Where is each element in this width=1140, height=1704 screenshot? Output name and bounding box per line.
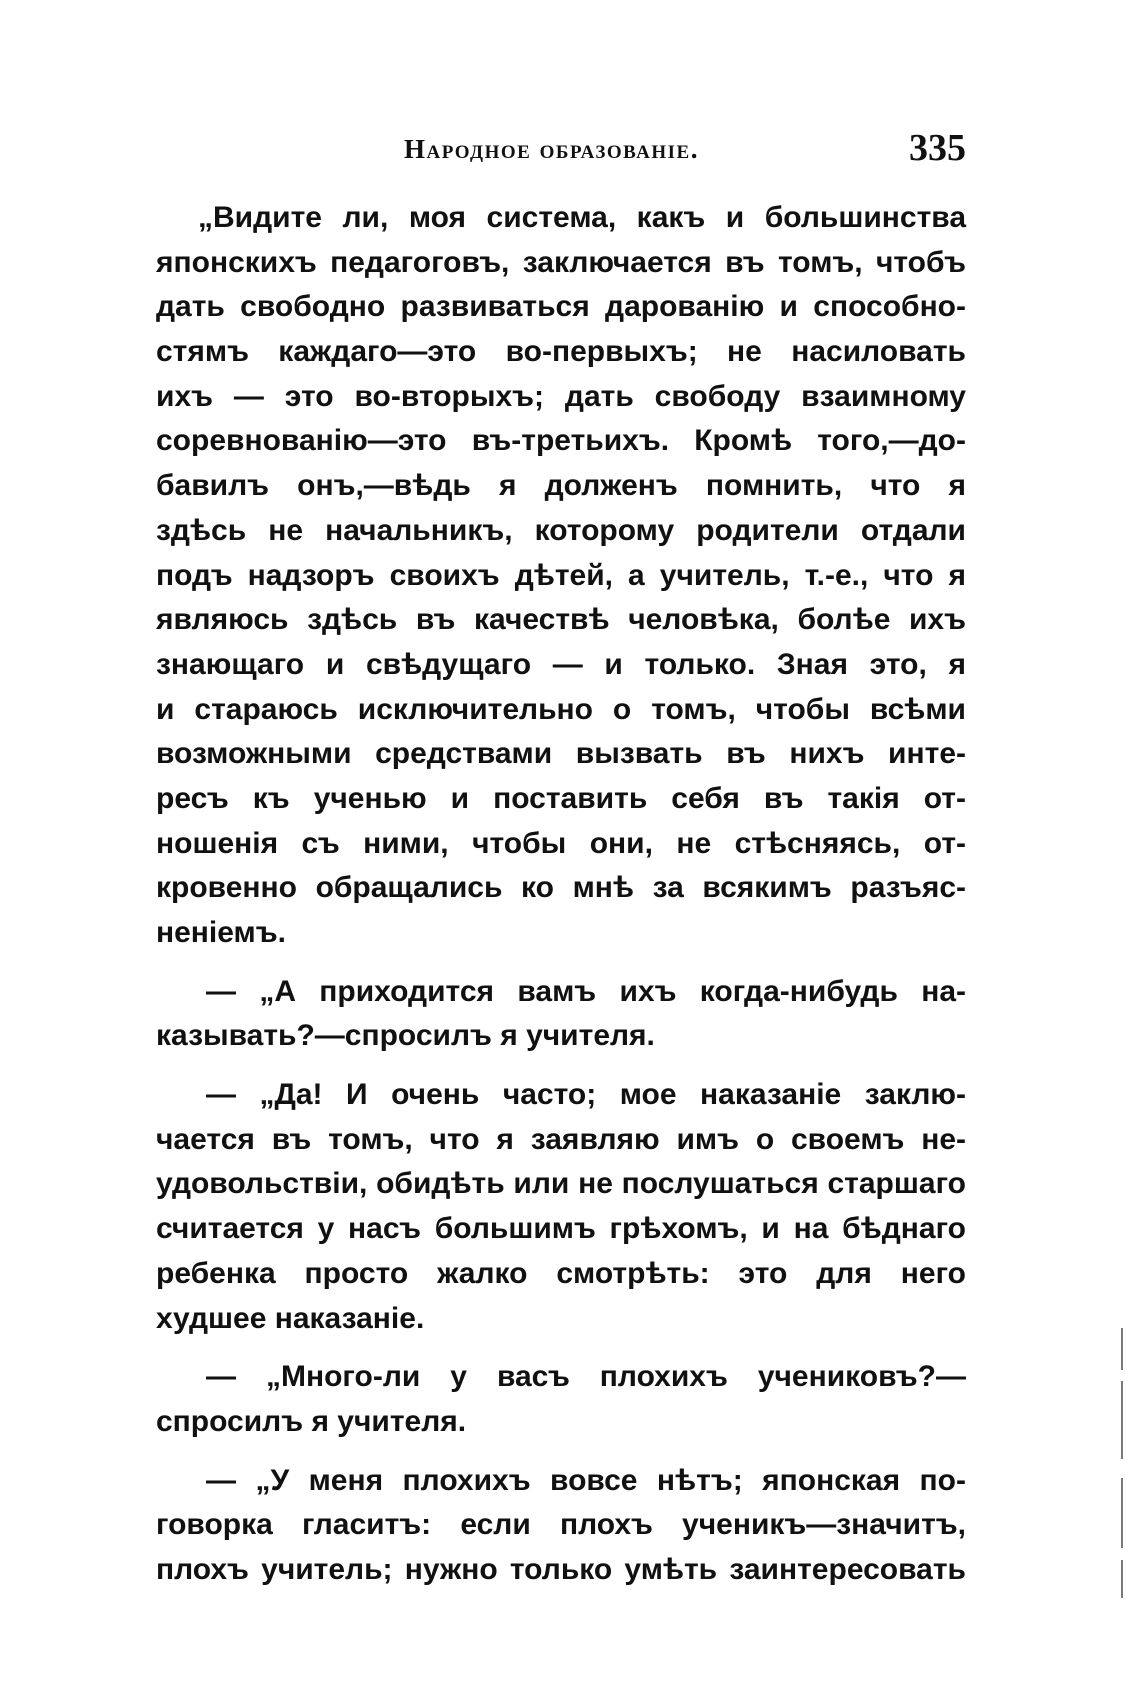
text-line: говорка гласитъ: если плохъ ученикъ—значитъ, [156, 1508, 966, 1542]
text-line: „Видите ли, моя система, какъ и большинства [198, 201, 966, 234]
running-title: Народное образованіе. [404, 134, 699, 164]
text-line: японскихъ педагоговъ, заключается въ томъ, чтобъ [156, 245, 966, 279]
page-number: 335 [909, 127, 966, 169]
scan-edge-mark [1121, 1328, 1123, 1370]
text-line: кровенно обращались ко мнѣ за всякимъ разъяс- [156, 871, 966, 905]
body-text [156, 196, 966, 1593]
text-line: плохъ учитель; нужно только умѣть заинтересовать [156, 1552, 966, 1586]
text-line: возможными средствами вызвать въ нихъ инте- [156, 737, 966, 771]
text-line: соревнованію—это въ-третьихъ. Кромѣ того,—до- [156, 424, 966, 458]
text-line: — „Да! И очень часто; мое наказаніе заклю- [206, 1078, 966, 1112]
text-line: считается у насъ большимъ грѣхомъ, и на бѣднаго [156, 1212, 966, 1246]
text-line: — „Много-ли у васъ плохихъ учениковъ?— [206, 1360, 966, 1394]
text-line: здѣсь не начальникъ, которому родители отдали [156, 513, 966, 547]
text-line: худшее наказаніе. [156, 1301, 425, 1335]
text-line: подъ надзоръ своихъ дѣтей, а учитель, т.-е., что я [156, 558, 966, 592]
text-line: и стараюсь исключительно о томъ, чтобы всѣми [156, 692, 966, 726]
text-line: стямъ каждаго—это во-первыхъ; не насиловать [156, 335, 966, 369]
text-line: бавилъ онъ,—вѣдь я долженъ помнить, что я [156, 469, 966, 503]
scan-edge-mark [1121, 1560, 1123, 1598]
text-line: ребенка просто жалко смотрѣть: это для него [156, 1256, 966, 1290]
running-head [156, 120, 966, 180]
text-line: спросилъ я учителя. [156, 1404, 467, 1438]
text-line: ихъ — это во-вторыхъ; дать свободу взаимному [156, 379, 966, 413]
text-line: неніемъ. [156, 916, 286, 949]
text-line: ресъ къ ученью и поставить себя въ такія от- [156, 781, 966, 815]
text-line: чается въ томъ, что я заявляю имъ о своемъ не- [156, 1122, 966, 1156]
scan-edge-mark [1121, 1478, 1123, 1548]
text-line: ношенія съ ними, чтобы они, не стѣсняясь, от- [156, 826, 966, 860]
text-line: казывать?—спросилъ я учителя. [156, 1019, 655, 1053]
text-line: являюсь здѣсь въ качествѣ человѣка, болѣе ихъ [156, 603, 966, 637]
text-line: удовольствіи, обидѣть или не послушаться старшаго [156, 1167, 966, 1201]
text-line: — „У меня плохихъ вовсе нѣтъ; японская по- [206, 1463, 966, 1497]
text-line: — „А приходится вамъ ихъ когда-нибудь на- [206, 974, 966, 1008]
scan-edge-mark [1121, 1381, 1123, 1459]
text-line: знающаго и свѣдущаго — и только. Зная это, я [156, 647, 966, 681]
text-line: дать свободно развиваться дарованію и способно- [156, 290, 966, 324]
